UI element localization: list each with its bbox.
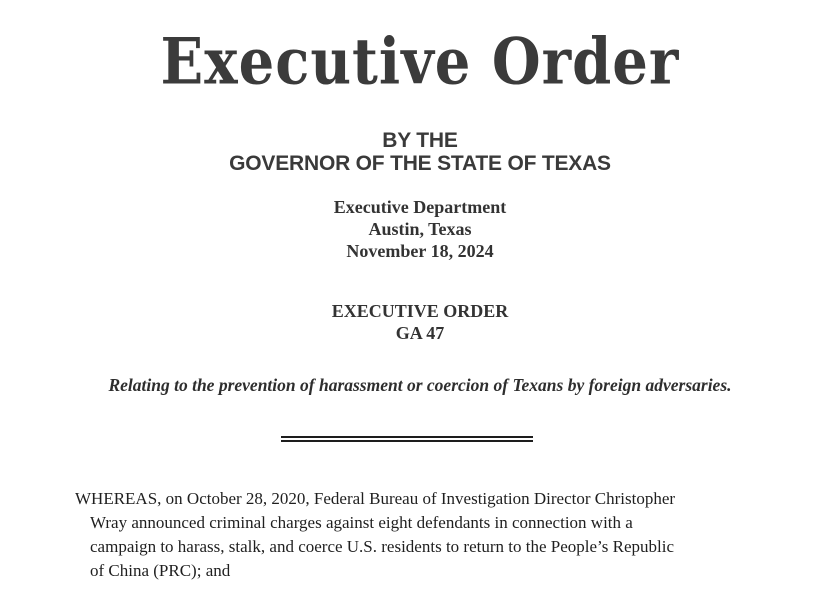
body-line: of China (PRC); and xyxy=(90,561,231,580)
body-line: WHEREAS, on October 28, 2020, Federal Bureau of Investigation Director Christopher xyxy=(75,489,676,508)
issuer-governor-line: GOVERNOR OF THE STATE OF TEXAS xyxy=(229,152,611,175)
issuer-block xyxy=(0,129,840,175)
dateline-department: Executive Department xyxy=(333,197,507,217)
separator-double-rule xyxy=(281,436,533,442)
body-line: campaign to harass, stalk, and coerce U.S. residents to return to the People’s Republic xyxy=(90,537,674,556)
subject-line: Relating to the prevention of harassment or coercion of Texans by foreign adversaries. xyxy=(108,375,732,395)
body-line: Wray announced criminal charges against eight defendants in connection with a xyxy=(90,513,633,532)
dateline-city: Austin, Texas xyxy=(368,219,472,239)
dateline-block xyxy=(0,196,840,262)
issuer-by-the-line: BY THE xyxy=(382,129,458,152)
order-heading: EXECUTIVE ORDER xyxy=(331,301,509,321)
order-heading-block xyxy=(0,300,840,344)
dateline-date: November 18, 2024 xyxy=(346,241,494,261)
order-number: GA 47 xyxy=(395,323,445,343)
executive-order-masthead: Executive Order xyxy=(160,24,680,100)
body-paragraph xyxy=(75,487,785,583)
